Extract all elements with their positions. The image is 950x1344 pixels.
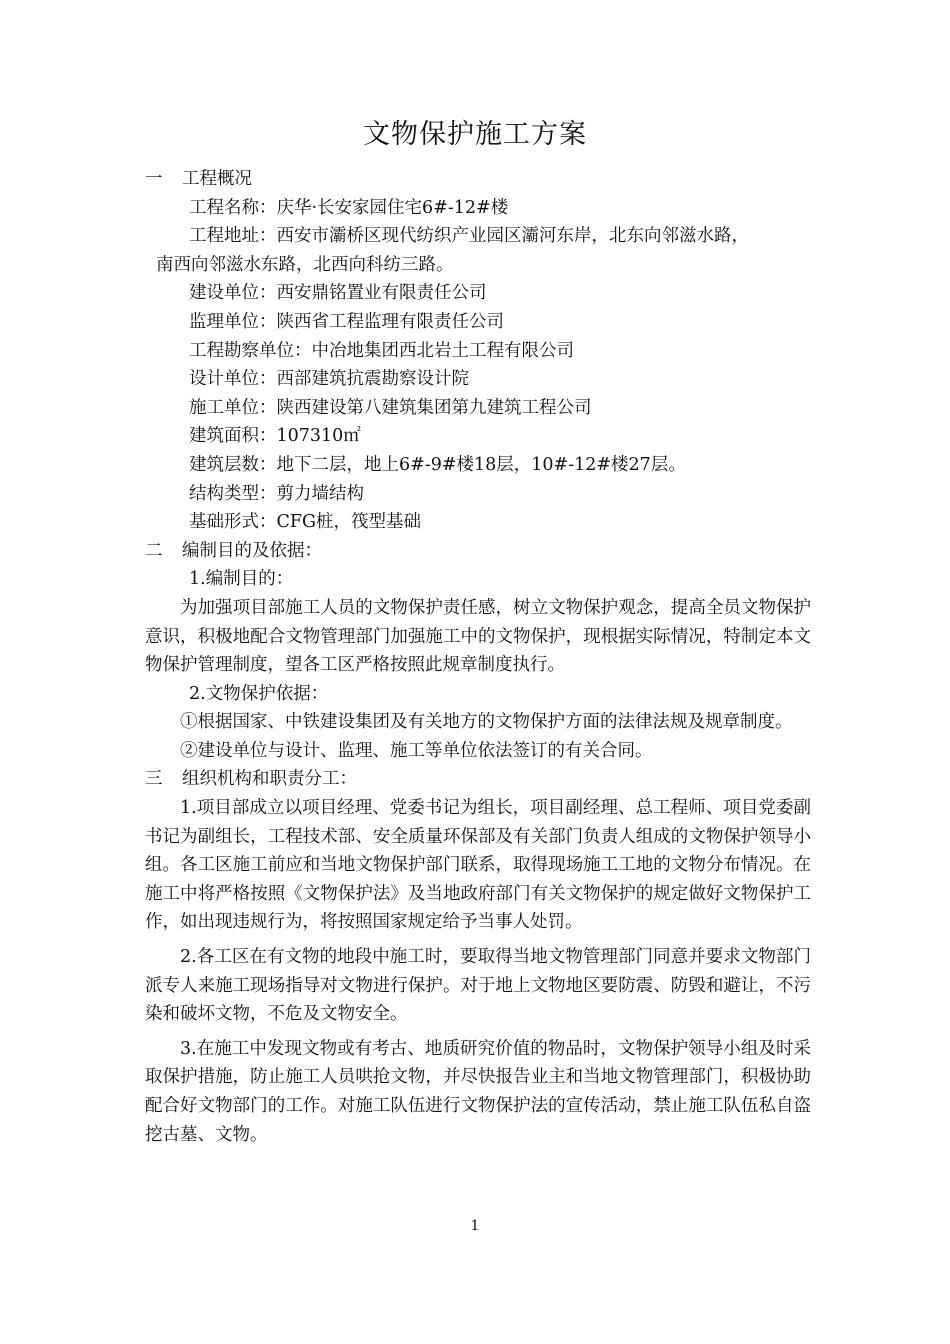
info-line: 建筑面积：107310㎡ bbox=[189, 426, 361, 447]
section-number: 一 bbox=[145, 169, 163, 189]
section-title: 工程概况 bbox=[182, 169, 252, 189]
info-line: 基础形式：CFG桩，筏型基础 bbox=[189, 512, 422, 533]
info-line: 施工单位：陕西建设第八建筑集团第九建筑工程公司 bbox=[189, 397, 592, 418]
paragraph: ②建设单位与设计、监理、施工等单位依法签订的有关合同。 bbox=[180, 740, 653, 761]
paragraph: 2.各工区在有文物的地段中施工时，要取得当地文物管理部门同意并要求文物部门派专人来施工现场指导对文物进行保护。对于地上文物地区要防震、防毁和避让，不污染和破坏文物，不危及文物安全。 bbox=[145, 947, 811, 1025]
info-line: 工程地址：西安市灞桥区现代纺织产业园区灞河东岸，北东向邻滋水路， bbox=[189, 226, 749, 247]
info-line: 工程勘察单位：中冶地集团西北岩土工程有限公司 bbox=[189, 340, 574, 361]
info-line: 工程名称：庆华·长安家园住宅6#-12#楼 bbox=[189, 197, 509, 218]
info-line: 建筑层数：地下二层，地上6#-9#楼18层，10#-12#楼27层。 bbox=[189, 454, 686, 475]
section-heading-1 bbox=[145, 165, 811, 194]
info-line: 南西向邻滋水东路，北西向科纺三路。 bbox=[156, 254, 454, 275]
info-line: 结构类型：剪力墙结构 bbox=[189, 483, 364, 504]
paragraph: ①根据国家、中铁建设集团及有关地方的文物保护方面的法律法规及规章制度。 bbox=[180, 712, 793, 733]
page-number: 1 bbox=[470, 1218, 480, 1234]
section-heading-3 bbox=[145, 765, 811, 794]
info-line: 监理单位：陕西省工程监理有限责任公司 bbox=[189, 311, 504, 332]
paragraph: 1.项目部成立以项目经理、党委书记为组长，项目副经理、总工程师、项目党委副书记为副组长，工程技术部、安全质量环保部及有关部门负责人组成的文物保护领导小组。各工区施工前应和当地文物保护部门联系，取得现场施工工地的文物分布情况。在施工中将严格按照《文物保护法》及当地政府部门有关文物保护的规定做好文物保护工作，如出现违规行为，将按照国家规定给予当事人处罚。 bbox=[145, 798, 811, 933]
info-line: 建设单位：西安鼎铭置业有限责任公司 bbox=[189, 283, 487, 304]
section-number: 二 bbox=[145, 540, 163, 561]
paragraph: 为加强项目部施工人员的文物保护责任感，树立文物保护观念，提高全员文物保护意识，积极地配合文物管理部门加强施工中的文物保护，现根据实际情况，特制定本文物保护管理制度，望各工区严格按照此规章制度执行。 bbox=[145, 597, 811, 676]
info-line: 设计单位：西部建筑抗震勘察设计院 bbox=[189, 369, 469, 390]
section-heading-2 bbox=[145, 537, 811, 566]
section-number: 三 bbox=[145, 769, 163, 790]
subsection-title: 2.文物保护依据： bbox=[189, 683, 329, 704]
section-title: 编制目的及依据： bbox=[182, 540, 322, 561]
document-body bbox=[145, 165, 811, 1149]
section-title: 组织机构和职责分工： bbox=[182, 769, 357, 790]
document-title: 文物保护施工方案 bbox=[363, 119, 587, 150]
paragraph: 3.在施工中发现文物或有考古、地质研究价值的物品时，文物保护领导小组及时采取保护措施，防止施工人员哄抢文物，并尽快报告业主和当地文物管理部门，积极协助配合好文物部门的工作。对施工队伍进行文物保护法的宣传活动，禁止施工队伍私自盗挖古墓、文物。 bbox=[145, 1038, 811, 1145]
subsection-title: 1.编制目的： bbox=[189, 569, 294, 590]
